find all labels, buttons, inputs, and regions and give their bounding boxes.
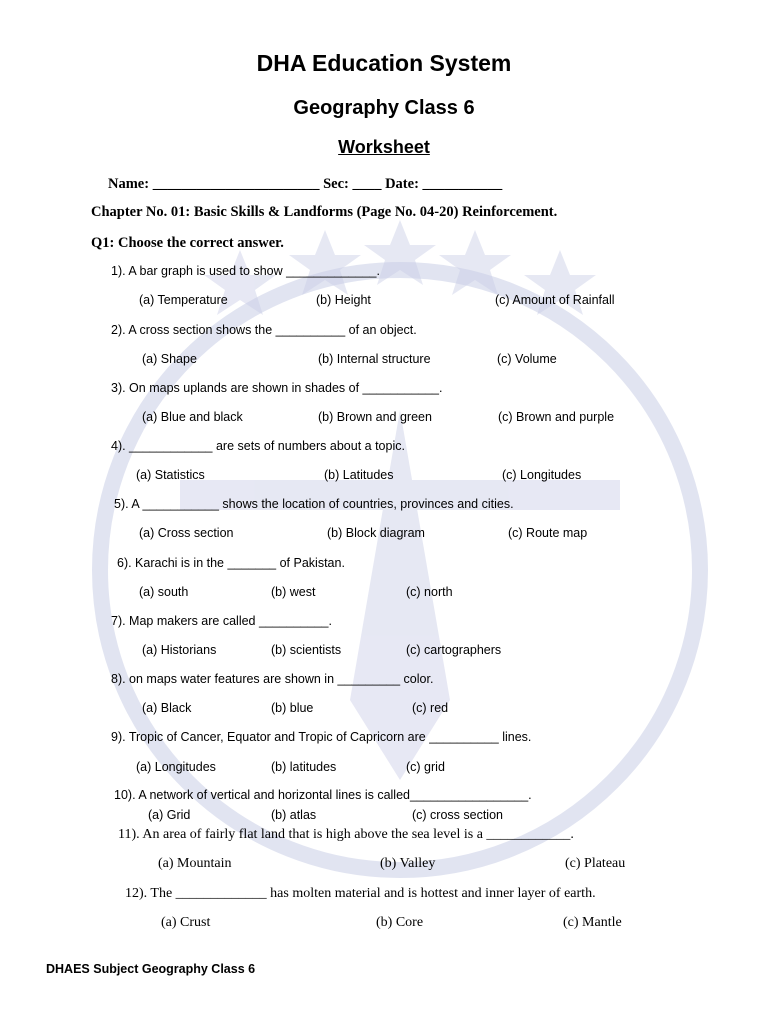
q8-option-a: (a) Black [142,701,192,715]
q4-option-b: (b) Latitudes [324,468,394,482]
q1-option-a: (a) Temperature [139,293,228,307]
q12-option-b: (b) Core [376,915,424,930]
q10-option-a: (a) Grid [148,808,191,822]
question-11: 11). An area of fairly flat land that is high above the sea level is a ____________. [118,827,574,842]
q5-option-a: (a) Cross section [139,526,234,540]
q9-option-c: (c) grid [406,760,445,774]
q9-option-a: (a) Longitudes [136,760,216,774]
worksheet-heading: Worksheet [338,137,430,157]
q4-option-a: (a) Statistics [136,468,205,482]
question-8: 8). on maps water features are shown in _________ color. [111,672,434,686]
school-title: DHA Education System [256,50,512,76]
question-4: 4). ____________ are sets of numbers about a topic. [111,439,405,453]
q5-option-b: (b) Block diagram [327,526,425,540]
q12-option-a: (a) Crust [161,915,211,930]
q7-option-b: (b) scientists [271,643,342,657]
question-7: 7). Map makers are called __________. [111,614,332,628]
q10-option-c: (c) cross section [412,808,503,822]
question-12: 12). The _____________ has molten material and is hottest and inner layer of earth. [125,886,596,901]
student-info-line: Name: _______________________ Sec: ____ Date: ___________ [108,176,503,192]
q11-option-a: (a) Mountain [158,856,232,871]
question-2: 2). A cross section shows the __________ of an object. [111,323,417,337]
q4-option-c: (c) Longitudes [502,468,582,482]
q3-option-c: (c) Brown and purple [498,410,615,424]
question-1: 1). A bar graph is used to show _____________. [111,264,380,278]
question-6: 6). Karachi is in the _______ of Pakistan. [117,556,345,570]
q7-option-a: (a) Historians [142,643,217,657]
q2-option-a: (a) Shape [142,352,197,366]
q6-option-c: (c) north [406,585,453,599]
q3-option-a: (a) Blue and black [142,410,243,424]
q7-option-c: (c) cartographers [406,643,502,657]
q2-option-b: (b) Internal structure [318,352,431,366]
q11-option-b: (b) Valley [380,856,436,871]
q5-option-c: (c) Route map [508,526,588,540]
q6-option-a: (a) south [139,585,189,599]
q10-option-b: (b) atlas [271,808,317,822]
q6-option-b: (b) west [271,585,316,599]
q2-option-c: (c) Volume [497,352,557,366]
q12-option-c: (c) Mantle [563,915,622,930]
page-footer: DHAES Subject Geography Class 6 [46,962,256,976]
q11-option-c: (c) Plateau [565,856,626,871]
q1-option-b: (b) Height [316,293,371,307]
q8-option-c: (c) red [412,701,449,715]
chapter-line: Chapter No. 01: Basic Skills & Landforms (Page No. 04-20) Reinforcement. [91,204,558,220]
q1-option-c: (c) Amount of Rainfall [495,293,615,307]
q8-option-b: (b) blue [271,701,314,715]
subject-title: Geography Class 6 [293,97,475,119]
question-3: 3). On maps uplands are shown in shades of ___________. [111,381,443,395]
q3-option-b: (b) Brown and green [318,410,432,424]
section-q1-heading: Q1: Choose the correct answer. [91,235,284,251]
q9-option-b: (b) latitudes [271,760,337,774]
question-9: 9). Tropic of Cancer, Equator and Tropic of Capricorn are __________ lines. [111,730,532,744]
question-10: 10). A network of vertical and horizontal lines is called_________________. [114,788,532,802]
question-5: 5). A ___________ shows the location of countries, provinces and cities. [114,497,514,511]
